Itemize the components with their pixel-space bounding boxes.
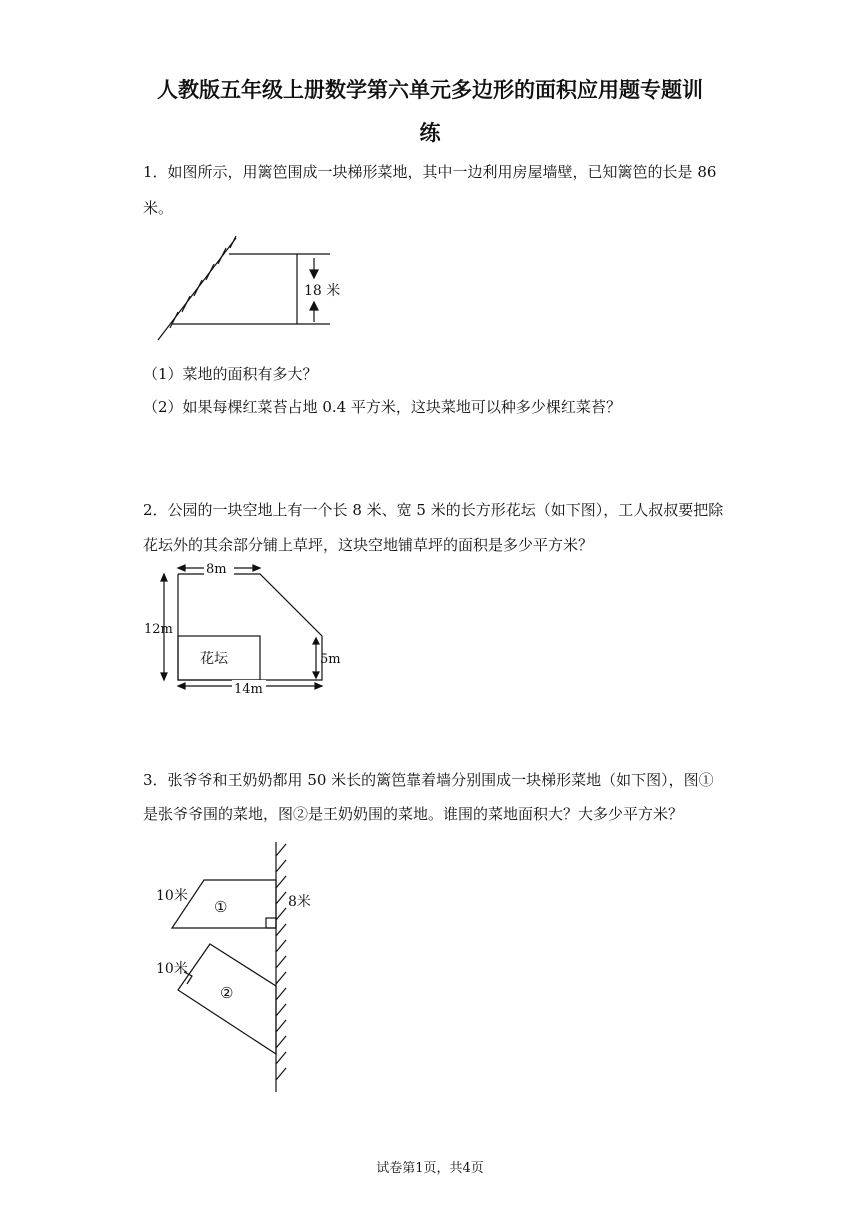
q2-text-line2: 花坛外的其余部分铺上草坪，这块空地铺草坪的面积是多少平方米？: [143, 536, 594, 554]
q1-text-line2: 米。: [143, 199, 174, 217]
q2-flower-bed-label: 花坛: [200, 651, 228, 667]
q1-text-line1: 1．如图所示，用篱笆围成一块梯形菜地，其中一边利用房屋墙壁，已知篱笆的长是 86: [143, 163, 717, 181]
q3-figure2-side-label: 10米: [156, 961, 188, 977]
q1-trapezoid-figure: [150, 232, 360, 352]
q3-figure1-number: ①: [214, 898, 228, 916]
q2-right-length-label: 5m: [320, 652, 341, 667]
q2-bottom-length-label: 14m: [234, 682, 263, 697]
q2-garden-figure: [140, 562, 360, 698]
q1-subquestion-2: （2）如果每棵红菜苔占地 0.4 平方米，这块菜地可以种多少棵红菜苔？: [143, 398, 621, 416]
page-title-continued: 练: [419, 121, 441, 145]
page-footer: 试卷第1页，共4页: [376, 1161, 484, 1176]
q3-text-line2: 是张爷爷围的菜地，图②是王奶奶围的菜地。谁围的菜地面积大？大多少平方米？: [143, 805, 684, 823]
q3-wall-trapezoids-figure: [150, 838, 330, 1098]
q1-height-label: 18 米: [304, 283, 341, 299]
q3-height-label: 8米: [288, 894, 311, 910]
q1-subquestion-1: （1）菜地的面积有多大？: [143, 365, 318, 383]
q2-left-length-label: 12m: [144, 622, 173, 637]
q2-top-length-label: 8m: [206, 562, 227, 577]
q2-text-line1: 2．公园的一块空地上有一个长 8 米、宽 5 米的长方形花坛（如下图），工人叔叔要把除: [143, 501, 724, 519]
page-title: 人教版五年级上册数学第六单元多边形的面积应用题专题训: [157, 78, 703, 102]
q3-text-line1: 3．张爷爷和王奶奶都用 50 米长的篱笆靠着墙分别围成一块梯形菜地（如下图），图①: [143, 771, 714, 789]
q3-figure2-number: ②: [220, 984, 234, 1002]
q3-figure1-side-label: 10米: [156, 888, 188, 904]
